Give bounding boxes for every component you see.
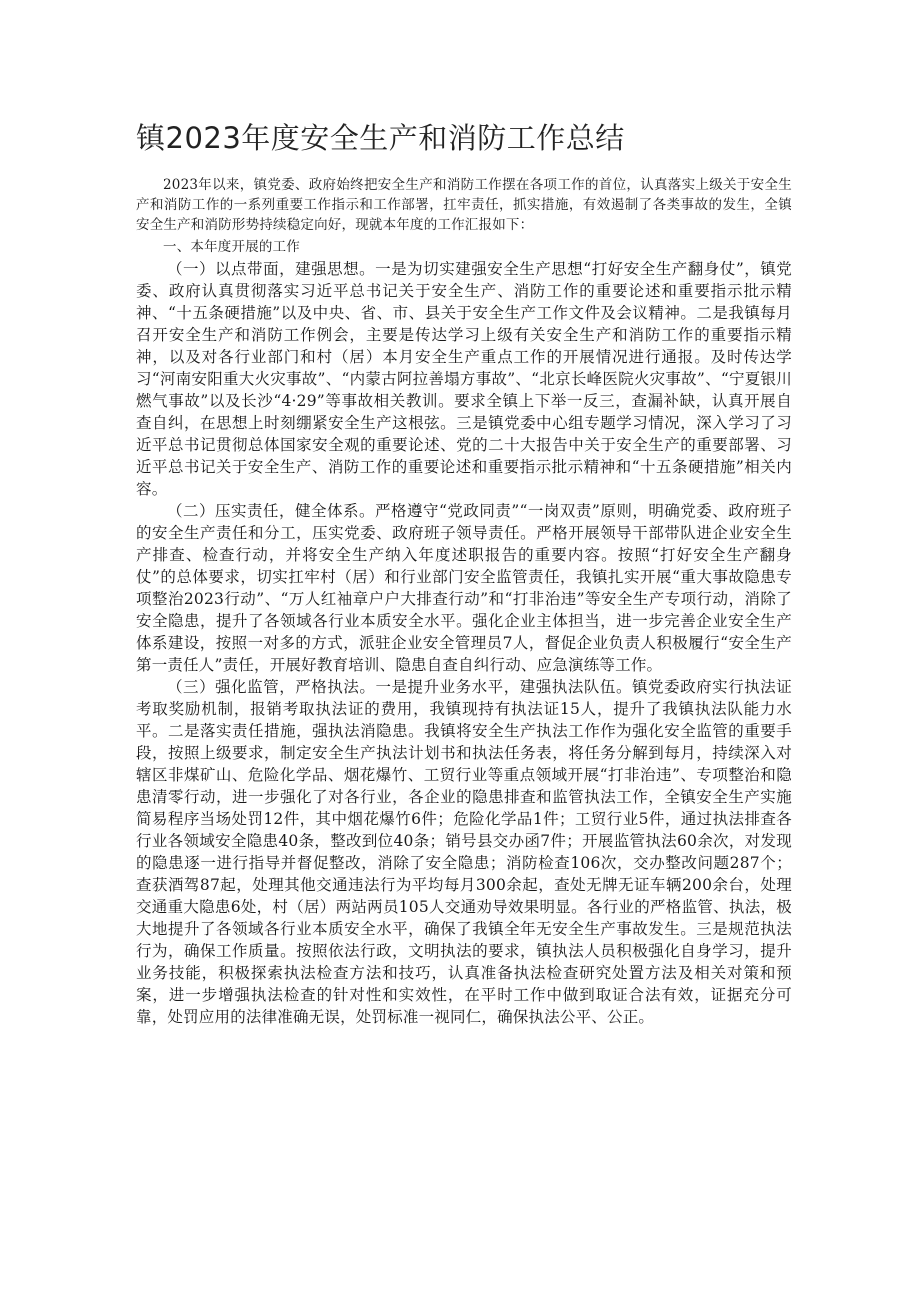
- intro-paragraph: 2023年以来，镇党委、政府始终把安全生产和消防工作摆在各项工作的首位，认真落实上级关于安全生产和消防工作的一系列重要工作指示和工作部署，扛牢责任，抓实措施，有效遏制了各类事故的发生，全镇安全生产和消防形势持续稳定向好，现就本年度的工作汇报如下：: [136, 177, 792, 233]
- document-body: [136, 175, 792, 1028]
- paragraph-responsibility: （二）压实责任，健全体系。严格遵守“党政同责”“一岗双责”原则，明确党委、政府班子的安全生产责任和分工，压实党委、政府班子领导责任。严格开展领导干部带队进企业安全生产排查、检查行动，并将安全生产纳入年度述职报告的重要内容。按照“打好安全生产翻身仗”的总体要求，切实扛牢村（居）和行业部门安全监管责任，我镇扎实开展“重大事故隐患专项整治2023行动”、“万人红袖章户户大排查行动”和“打非治违”等安全生产专项行动，消除了安全隐患，提升了各领域各行业本质安全水平。强化企业主体担当，进一步完善企业安全生产体系建设，按照一对多的方式，派驻企业安全管理员7人，督促企业负责人积极履行“安全生产第一责任人”责任，开展好教育培训、隐患自查自纠行动、应急演练等工作。: [136, 502, 792, 674]
- section-heading: 一、本年度开展的工作: [163, 239, 300, 255]
- document-title: 镇2023年度安全生产和消防工作总结: [136, 121, 625, 155]
- paragraph-thought: （一）以点带面，建强思想。一是为切实建强安全生产思想“打好安全生产翻身仗”，镇党委、政府认真贯彻落实习近平总书记关于安全生产、消防工作的重要论述和重要指示批示精神、“十五条硬措施”以及中央、省、市、县关于安全生产工作文件及会议精神。二是我镇每月召开安全生产和消防工作例会，主要是传达学习上级有关安全生产和消防工作的重要指示精神，以及对各行业部门和村（居）本月安全生产重点工作的开展情况进行通报。及时传达学习“河南安阳重大火灾事故”、“内蒙古阿拉善塌方事故”、“北京长峰医院火灾事故”、“宁夏银川燃气事故”以及长沙“4·29”等事故相关教训。要求全镇上下举一反三，查漏补缺，认真开展自查自纠，在思想上时刻绷紧安全生产这根弦。三是镇党委中心组专题学习情况，深入学习了习近平总书记贯彻总体国家安全观的重要论述、党的二十大报告中关于安全生产的重要部署、习近平总书记关于安全生产、消防工作的重要论述和重要指示批示精神和“十五条硬措施”相关内容。: [136, 260, 792, 498]
- paragraph-supervision: （三）强化监管，严格执法。一是提升业务水平，建强执法队伍。镇党委政府实行执法证考取奖励机制，报销考取执法证的费用，我镇现持有执法证15人，提升了我镇执法队能力水平。二是落实责任措施，强执法消隐患。我镇将安全生产执法工作作为强化安全监管的重要手段，按照上级要求，制定安全生产执法计划书和执法任务表，将任务分解到每月，持续深入对辖区非煤矿山、危险化学品、烟花爆竹、工贸行业等重点领域开展“打非治违”、专项整治和隐患清零行动，进一步强化了对各行业，各企业的隐患排查和监管执法工作，全镇安全生产实施简易程序当场处罚12件，其中烟花爆竹6件；危险化学品1件；工贸行业5件，通过执法排查各行业各领域安全隐患40条，整改到位40条；销号县交办函7件；开展监管执法60余次，对发现的隐患逐一进行指导并督促整改，消除了安全隐患；消防检查106次，交办整改问题287个；查获酒驾87起，处理其他交通违法行为平均每月300余起，查处无牌无证车辆200余台，处理交通重大隐患6处，村（居）两站两员105人交通劝导效果明显。各行业的严格监管、执法，极大地提升了各领域各行业本质安全水平，确保了我镇全年无安全生产事故发生。三是规范执法行为，确保工作质量。按照依法行政，文明执法的要求，镇执法人员积极强化自身学习，提升业务技能，积极探索执法检查方法和技巧，认真准备执法检查研究处置方法及相关对策和预案，进一步增强执法检查的针对性和实效性，在平时工作中做到取证合法有效，证据充分可靠，处罚应用的法律准确无误，处罚标准一视同仁，确保执法公平、公正。: [136, 678, 792, 1026]
